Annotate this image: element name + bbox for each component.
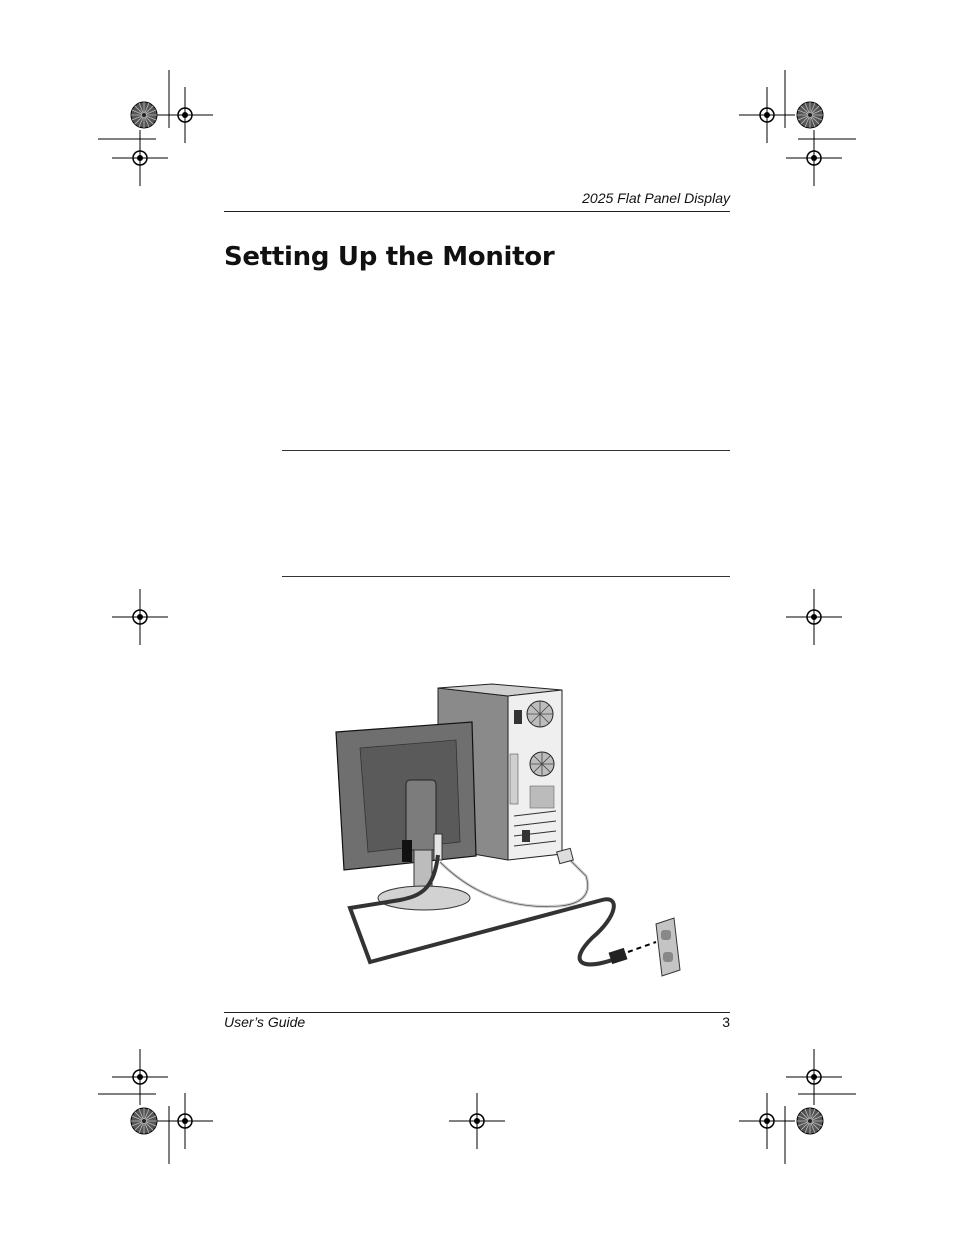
wall-outlet-image [656,918,680,976]
monitor-back-image [336,722,476,910]
note-top-rule [282,450,730,451]
monitor-connection-illustration [330,680,690,980]
header-rule [224,211,730,212]
page-title: Setting Up the Monitor [224,242,555,272]
running-header: 2025 Flat Panel Display [582,190,730,206]
cables [350,855,618,964]
footer-guide-label: User’s Guide [224,1014,306,1030]
footer-rule [224,1012,730,1013]
page-number: 3 [722,1014,730,1030]
note-bottom-rule [282,576,730,577]
